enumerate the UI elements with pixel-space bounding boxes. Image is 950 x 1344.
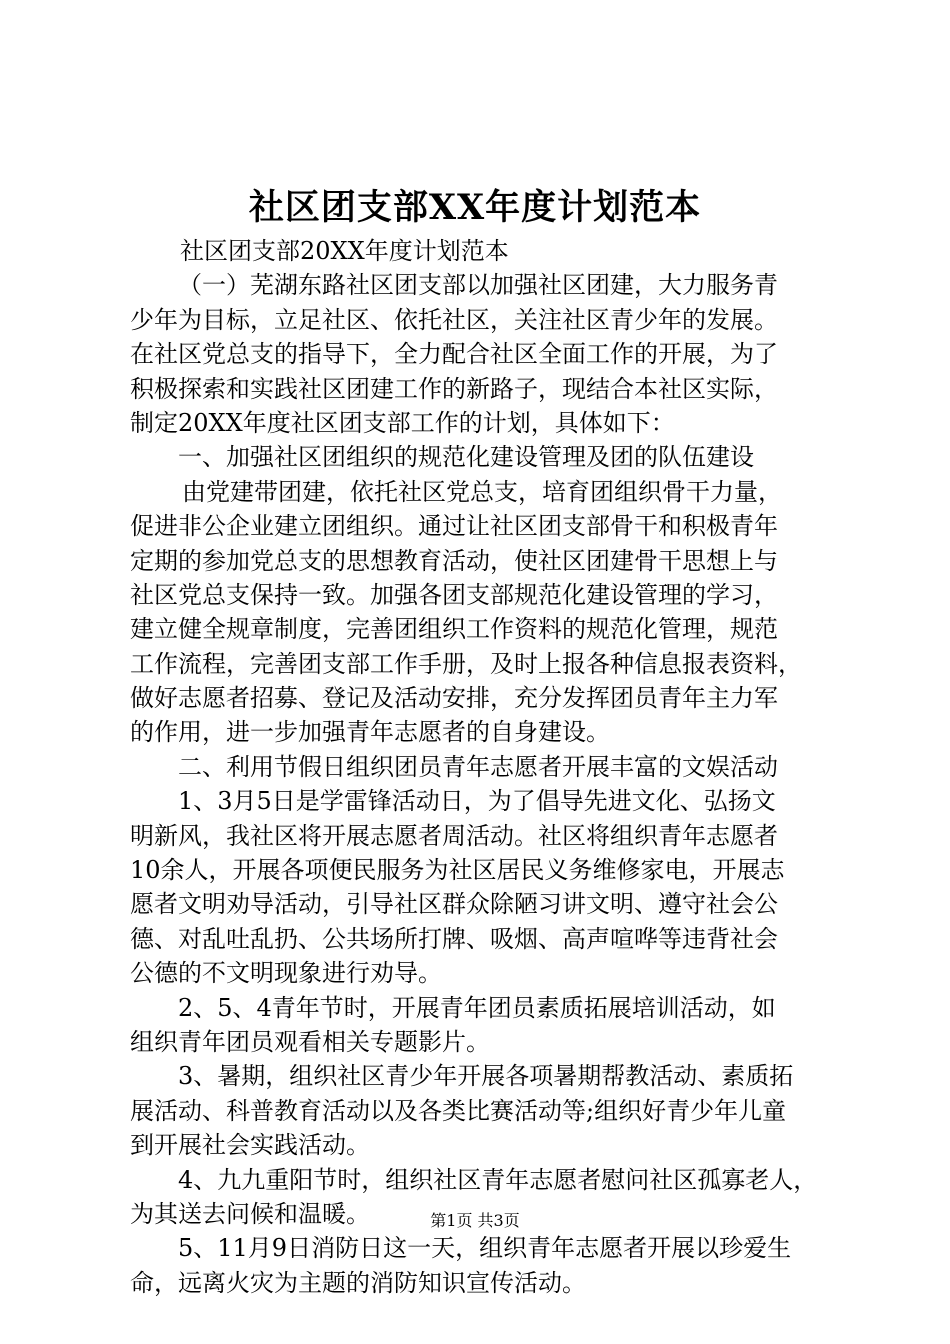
text-line: 愿者文明劝导活动，引导社区群众除陋习讲文明、遵守社会公 (130, 890, 778, 919)
text-line: 工作流程，完善团支部工作手册，及时上报各种信息报表资料， (130, 649, 802, 678)
text-line: 积极探索和实践社区团建工作的新路子，现结合本社区实际， (130, 374, 778, 403)
text-line: 2、5、4青年节时，开展青年团员素质拓展培训活动，如 (178, 993, 776, 1022)
text-line: 1、3月5日是学雷锋活动日，为了倡导先进文化、弘扬文 (178, 787, 776, 816)
document-body (130, 234, 830, 1300)
text-line: 组织青年团员观看相关专题影片。 (130, 1027, 490, 1056)
text-line: 建立健全规章制度，完善团组织工作资料的规范化管理，规范 (130, 615, 778, 644)
text-line: 促进非公企业建立团组织。通过让社区团支部骨干和积极青年 (130, 512, 778, 541)
text-line: 社区党总支保持一致。加强各团支部规范化建设管理的学习， (130, 580, 778, 609)
text-line: 社区团支部20XX年度计划范本 (180, 237, 509, 265)
text-line: 少年为目标，立足社区、依托社区，关注社区青少年的发展。 (130, 305, 778, 334)
text-line: 的作用，进一步加强青年志愿者的自身建设。 (130, 718, 610, 747)
text-line: 制定20XX年度社区团支部工作的计划，具体如下： (130, 408, 675, 437)
text-line: 10余人，开展各项便民服务为社区居民义务维修家电，开展志 (130, 856, 785, 885)
text-line: 为其送去问候和温暖。 (130, 1199, 370, 1228)
text-line: 二、利用节假日组织团员青年志愿者开展丰富的文娱活动 (178, 752, 778, 781)
text-line: 定期的参加党总支的思想教育活动，使社区团建骨干思想上与 (130, 546, 778, 575)
page-footer: 第1页 共3页 (430, 1211, 520, 1230)
text-line: 一、加强社区团组织的规范化建设管理及团的队伍建设 (178, 443, 754, 472)
text-line: 4、九九重阳节时，组织社区青年志愿者慰问社区孤寡老人， (178, 1165, 818, 1194)
text-line: 3、暑期，组织社区青少年开展各项暑期帮教活动、素质拓 (178, 1062, 794, 1091)
text-line: 展活动、科普教育活动以及各类比赛活动等;组织好青少年儿童 (130, 1096, 787, 1125)
text-line: 明新风，我社区将开展志愿者周活动。社区将组织青年志愿者 (130, 821, 778, 850)
text-line: 公德的不文明现象进行劝导。 (130, 959, 442, 988)
text-line: 在社区党总支的指导下，全力配合社区全面工作的开展，为了 (130, 340, 778, 369)
text-line: 由党建带团建，依托社区党总支，培育团组织骨干力量， (182, 477, 782, 506)
document-title: 社区团支部XX年度计划范本 (248, 187, 702, 228)
text-line: 德、对乱吐乱扔、公共场所打牌、吸烟、高声喧哗等违背社会 (130, 924, 778, 953)
text-line: 命，远离火灾为主题的消防知识宣传活动。 (130, 1268, 586, 1297)
text-line: （一）芜湖东路社区团支部以加强社区团建，大力服务青 (178, 271, 778, 300)
text-line: 做好志愿者招募、登记及活动安排，充分发挥团员青年主力军 (130, 684, 778, 713)
text-line: 5、11月9日消防日这一天，组织青年志愿者开展以珍爱生 (178, 1234, 792, 1263)
text-line: 到开展社会实践活动。 (130, 1131, 370, 1160)
